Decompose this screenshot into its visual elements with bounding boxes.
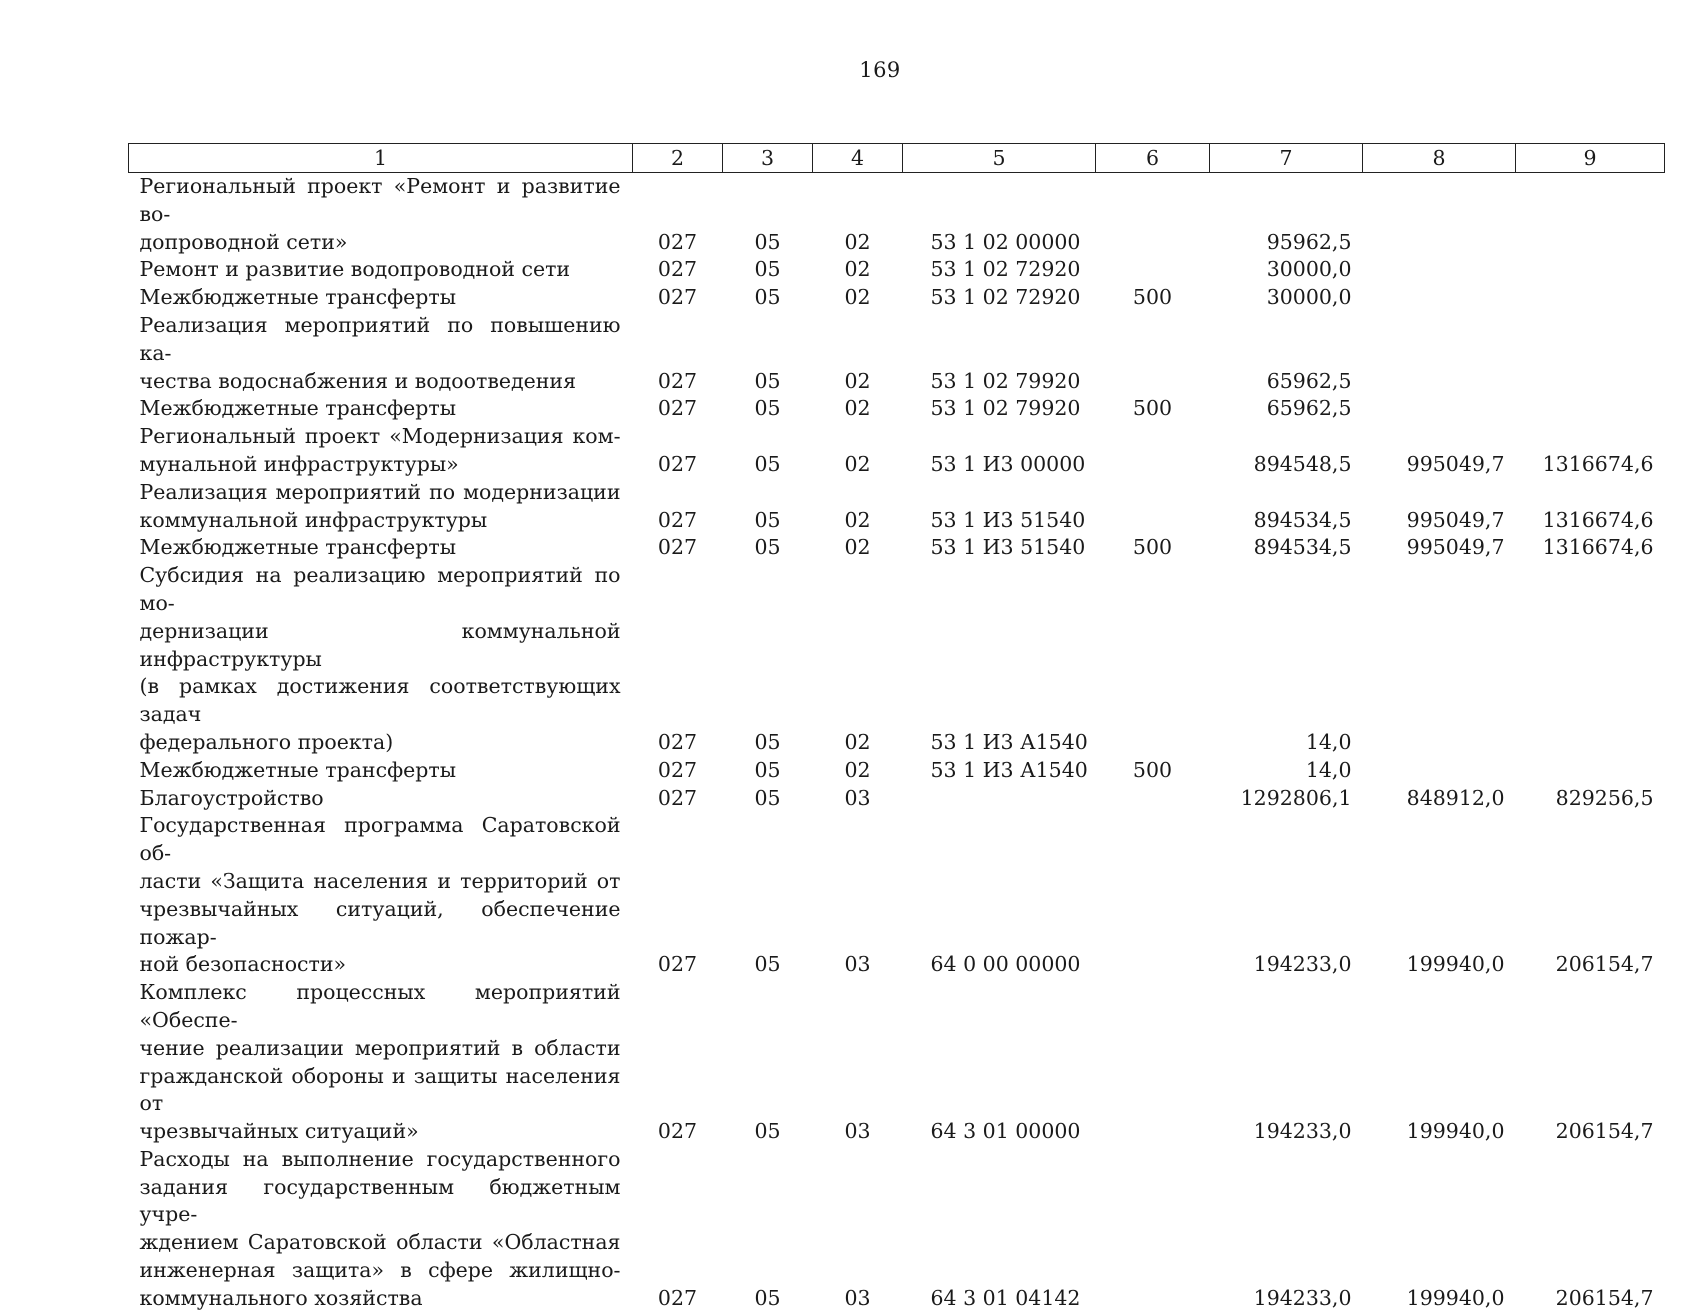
cell-amount-year-3: 829256,5 [1555,785,1654,810]
cell-amount-year-1: 894548,5 [1253,451,1352,476]
cell-amount-year-2: 199940,0 [1406,952,1505,977]
cell-amount-year-3: 206154,7 [1555,1285,1654,1310]
budget-table [128,143,1665,1313]
cell-section: 05 [754,757,781,782]
item-name-line: Межбюджетные трансферты [139,757,457,782]
cell-ministry-code: 027 [657,535,698,560]
table-row [129,534,1665,562]
cell-amount-year-1: 14,0 [1305,757,1352,782]
cell-amount-year-2 [1363,312,1516,395]
item-name-line: Расходы на выполнение государственного [139,1146,621,1171]
cell-item-name [129,979,633,1146]
cell-subsection: 02 [844,229,871,254]
cell-amount-year-2 [1363,284,1516,312]
cell-ministry-code: 027 [657,368,698,393]
cell-item-name [129,562,633,757]
item-name-line: Ремонт и развитие водопроводной сети [139,257,571,282]
cell-ministry-code: 027 [657,507,698,532]
cell-expense-type [1096,312,1210,395]
cell-target-article: 53 1 02 72920 [930,285,1081,310]
cell-subsection: 03 [844,1119,871,1144]
table-row [129,1146,1665,1313]
cell-ministry-code: 027 [657,257,698,282]
item-name-line: Реализация мероприятий по модернизации [139,479,621,504]
cell-subsection: 03 [844,952,871,977]
cell-expense-type: 500 [1132,757,1173,782]
cell-amount-year-1: 30000,0 [1266,257,1352,282]
item-name-line: (в рамках достижения соответствующих задач [139,674,621,727]
cell-expense-type [1096,423,1210,479]
cell-expense-type: 500 [1132,396,1173,421]
cell-expense-type: 500 [1132,535,1173,560]
cell-ministry-code: 027 [657,729,698,754]
column-header-4: 4 [813,144,903,173]
cell-amount-year-3: 206154,7 [1555,1119,1654,1144]
cell-amount-year-1: 894534,5 [1253,535,1352,560]
cell-amount-year-1: 894534,5 [1253,507,1352,532]
cell-section: 05 [754,229,781,254]
item-name-line: задания государственным бюджетным учре- [139,1174,621,1227]
item-name-line: федерального проекта) [139,729,394,754]
table-row [129,757,1665,785]
cell-subsection: 03 [844,1285,871,1310]
cell-target-article: 53 1 И3 00000 [930,451,1086,476]
item-name-line: чрезвычайных ситуаций, обеспечение пожар- [139,896,621,949]
cell-target-article [903,785,1096,813]
table-body [129,173,1665,1313]
table-row [129,312,1665,395]
table-row [129,173,1665,257]
column-header-5: 5 [903,144,1096,173]
cell-item-name [129,479,633,535]
cell-amount-year-1: 30000,0 [1266,285,1352,310]
cell-item-name [129,1146,633,1313]
cell-amount-year-2: 995049,7 [1406,507,1505,532]
table-row [129,812,1665,979]
cell-ministry-code: 027 [657,785,698,810]
cell-section: 05 [754,396,781,421]
cell-amount-year-2 [1363,757,1516,785]
cell-amount-year-2: 199940,0 [1406,1285,1505,1310]
cell-amount-year-3 [1516,256,1665,284]
cell-item-name [129,534,633,562]
cell-section: 05 [754,368,781,393]
table-row [129,256,1665,284]
cell-target-article: 53 1 И3 А1540 [930,757,1088,782]
cell-target-article: 53 1 02 79920 [930,368,1081,393]
cell-amount-year-3 [1516,284,1665,312]
cell-amount-year-2 [1363,395,1516,423]
cell-amount-year-2: 199940,0 [1406,1119,1505,1144]
cell-item-name [129,173,633,257]
cell-amount-year-1: 65962,5 [1266,368,1352,393]
item-name-line: дернизации коммунальной инфраструктуры [139,618,621,671]
item-name-line: гражданской обороны и защиты населения от [139,1063,621,1116]
cell-item-name [129,757,633,785]
cell-amount-year-3 [1516,757,1665,785]
cell-expense-type [1096,256,1210,284]
cell-target-article: 64 0 00 00000 [930,952,1081,977]
cell-expense-type: 500 [1132,285,1173,310]
cell-target-article: 53 1 И3 51540 [930,535,1086,560]
table-row [129,479,1665,535]
cell-amount-year-3: 1316674,6 [1542,451,1654,476]
cell-amount-year-2 [1363,562,1516,757]
item-name-line: коммунальной инфраструктуры [139,507,488,532]
cell-ministry-code: 027 [657,1285,698,1310]
item-name-line: чение реализации мероприятий в области [139,1035,621,1060]
cell-subsection: 02 [844,285,871,310]
table-row [129,785,1665,813]
cell-section: 05 [754,952,781,977]
cell-amount-year-1: 194233,0 [1253,1119,1352,1144]
cell-ministry-code: 027 [657,229,698,254]
table-row [129,423,1665,479]
cell-expense-type [1096,785,1210,813]
cell-subsection: 02 [844,535,871,560]
cell-ministry-code: 027 [657,1119,698,1144]
cell-amount-year-1: 65962,5 [1266,396,1352,421]
item-name-line: инженерная защита» в сфере жилищно- [139,1258,621,1283]
page-number: 169 [859,58,901,82]
item-name-line: Региональный проект «Модернизация ком- [139,424,621,449]
cell-section: 05 [754,451,781,476]
cell-amount-year-3 [1516,312,1665,395]
cell-section: 05 [754,285,781,310]
cell-amount-year-2: 995049,7 [1406,535,1505,560]
cell-amount-year-1: 194233,0 [1253,1285,1352,1310]
cell-subsection: 02 [844,507,871,532]
cell-item-name [129,256,633,284]
cell-section: 05 [754,785,781,810]
item-name-line: Межбюджетные трансферты [139,535,457,560]
item-name-line: ждением Саратовской области «Областная [139,1230,621,1255]
cell-target-article: 53 1 И3 51540 [930,507,1086,532]
column-header-3: 3 [723,144,813,173]
cell-target-article: 53 1 И3 А1540 [930,729,1088,754]
cell-section: 05 [754,729,781,754]
cell-section: 05 [754,1285,781,1310]
cell-expense-type [1096,479,1210,535]
cell-item-name [129,284,633,312]
cell-subsection: 02 [844,729,871,754]
cell-amount-year-1: 95962,5 [1266,229,1352,254]
cell-ministry-code: 027 [657,952,698,977]
cell-expense-type [1096,173,1210,257]
cell-amount-year-1: 14,0 [1305,729,1352,754]
item-name-line: мунальной инфраструктуры» [139,451,459,476]
cell-item-name [129,423,633,479]
cell-amount-year-2: 995049,7 [1406,451,1505,476]
cell-section: 05 [754,535,781,560]
header-row [129,144,1665,173]
cell-amount-year-2 [1363,173,1516,257]
cell-expense-type [1096,562,1210,757]
item-name-line: Межбюджетные трансферты [139,396,457,421]
table-row [129,395,1665,423]
cell-item-name [129,812,633,979]
cell-target-article: 53 1 02 00000 [930,229,1081,254]
cell-amount-year-2 [1363,256,1516,284]
cell-expense-type [1096,812,1210,979]
cell-amount-year-3: 206154,7 [1555,952,1654,977]
cell-ministry-code: 027 [657,396,698,421]
column-header-2: 2 [633,144,723,173]
cell-target-article: 64 3 01 00000 [930,1119,1081,1144]
cell-target-article: 53 1 02 72920 [930,257,1081,282]
item-name-line: ной безопасности» [139,952,347,977]
cell-amount-year-1: 194233,0 [1253,952,1352,977]
item-name-line: Межбюджетные трансферты [139,285,457,310]
cell-amount-year-3 [1516,173,1665,257]
item-name-line: ласти «Защита населения и территорий от [139,868,621,893]
cell-section: 05 [754,1119,781,1144]
item-name-line: Реализация мероприятий по повышению ка- [139,312,621,365]
column-header-7: 7 [1210,144,1363,173]
cell-section: 05 [754,257,781,282]
cell-amount-year-3: 1316674,6 [1542,507,1654,532]
cell-amount-year-3 [1516,395,1665,423]
item-name-line: чества водоснабжения и водоотведения [139,368,577,393]
cell-subsection: 02 [844,257,871,282]
table-row [129,284,1665,312]
item-name-line: Государственная программа Саратовской об- [139,813,621,866]
cell-section: 05 [754,507,781,532]
cell-item-name [129,395,633,423]
item-name-line: Комплекс процессных мероприятий «Обеспе- [139,980,621,1032]
item-name-line: Региональный проект «Ремонт и развитие во- [139,174,621,226]
column-header-6: 6 [1096,144,1210,173]
cell-amount-year-1: 1292806,1 [1240,785,1352,810]
column-header-1: 1 [129,144,633,173]
table-row [129,979,1665,1146]
cell-item-name [129,785,633,813]
item-name-line: коммунального хозяйства [139,1285,423,1310]
column-header-9: 9 [1516,144,1665,173]
column-header-8: 8 [1363,144,1516,173]
cell-subsection: 02 [844,757,871,782]
cell-subsection: 03 [844,785,871,810]
item-name-line: Благоустройство [139,785,324,810]
item-name-line: Субсидия на реализацию мероприятий по мо- [139,563,621,615]
cell-expense-type [1096,979,1210,1146]
table-row [129,562,1665,757]
cell-amount-year-2: 848912,0 [1406,785,1505,810]
cell-subsection: 02 [844,396,871,421]
item-name-line: чрезвычайных ситуаций» [139,1119,419,1144]
cell-target-article: 64 3 01 04142 [930,1285,1081,1310]
item-name-line: допроводной сети» [139,229,348,254]
cell-ministry-code: 027 [657,451,698,476]
cell-item-name [129,312,633,395]
cell-subsection: 02 [844,451,871,476]
cell-ministry-code: 027 [657,285,698,310]
cell-target-article: 53 1 02 79920 [930,396,1081,421]
cell-expense-type [1096,1146,1210,1313]
cell-amount-year-3 [1516,562,1665,757]
cell-amount-year-3: 1316674,6 [1542,535,1654,560]
cell-ministry-code: 027 [657,757,698,782]
cell-subsection: 02 [844,368,871,393]
